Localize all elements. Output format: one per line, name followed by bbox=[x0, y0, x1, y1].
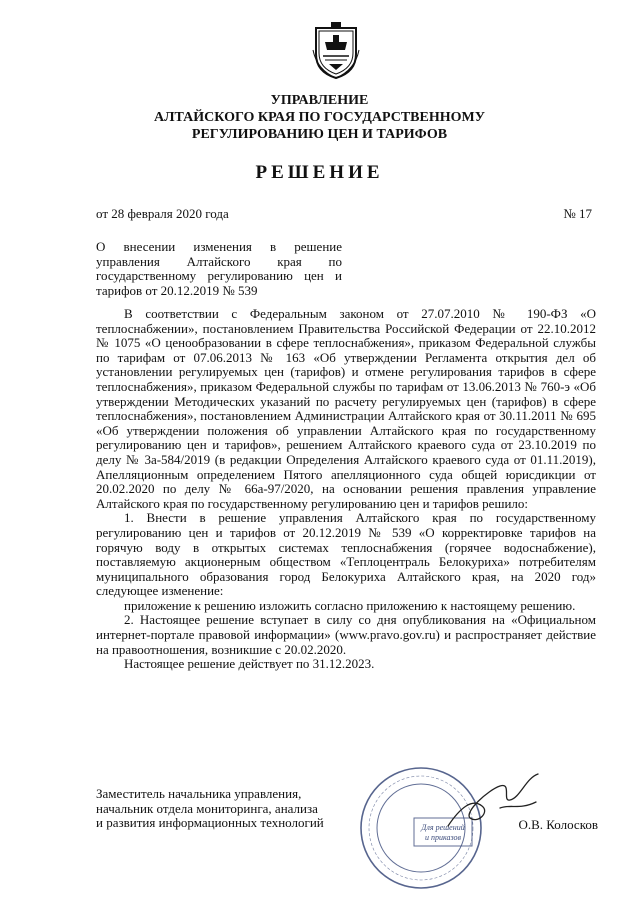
document-subject: О внесении изменения в решение управления Алтайского края по государственному регулированию цен и тарифов от 20.12.2019 № 539 bbox=[96, 239, 342, 298]
stamp-text-line-1: Для решений bbox=[421, 823, 465, 832]
agency-name-line-2: АЛТАЙСКОГО КРАЯ ПО ГОСУДАРСТВЕННОМУ bbox=[154, 110, 485, 125]
body-paragraph-item-1: 1. Внести в решение управления Алтайского края по государственному регулированию цен и тарифов от 20.12.2019 № 539 «О корректировке тарифов на горячую воду в открытых системах теплоснабжения (горячее водоснабжение), поставляемую акционерным обществом «Теплоцентраль Белокуриха» потребителям муниципального образования город Белокуриха Алтайского края, на 2020 год» следующее изменение: bbox=[96, 510, 596, 599]
signatory-position-line-3: и развития информационных технологий bbox=[96, 815, 324, 831]
agency-name-line-1: УПРАВЛЕНИЕ bbox=[270, 93, 369, 108]
signatory-position bbox=[96, 787, 324, 831]
body-paragraph-amendment: приложение к решению изложить согласно приложению к настоящему решению. bbox=[124, 597, 576, 613]
signatory-name: О.В. Колосков bbox=[518, 817, 598, 832]
stamp-text-line-2: и приказов bbox=[424, 833, 462, 842]
signatory-position-line-1: Заместитель начальника управления, bbox=[96, 786, 302, 801]
coat-of-arms-emblem bbox=[311, 20, 361, 80]
document-body bbox=[96, 307, 596, 672]
agency-name-line-3: РЕГУЛИРОВАНИЮ ЦЕН И ТАРИФОВ bbox=[191, 127, 448, 142]
body-paragraph-preamble: В соответствии с Федеральным законом от 27.07.2010 № 190-ФЗ «О теплоснабжении», постановлением Правительства Российской Федерации от 22.10.2012 № 1075 «О ценообразовании в сфере теплоснабжения», приказом Федеральной службы по тарифам от 07.06.2013 № 163 «Об утверждении Регламента открытия дел об установлении регулируемых цен (тарифов) и отмене регулирования тарифов в сфере теплоснабжения», приказом Федеральной службы по тарифам от 13.06.2013 № 760-э «Об утверждении Методических указаний по расчету регулируемых цен (тарифов) в сфере теплоснабжения», постановлением Администрации Алтайского края от 30.11.2011 № 695 «Об утверждении положения об управлении Алтайского края по государственному регулированию цен и тарифов», решением Алтайского краевого суда от 23.10.2019 по делу № 3а-584/2019 (в редакции Определения Алтайского краевого суда от 01.11.2019), Апелляционным определением Пятого апелляционного суда общей юрисдикции от 20.02.2020 по делу № 66а-97/2020, на основании решения правления управление Алтайского края по государственному регулированию цен и тарифов решило: bbox=[96, 306, 596, 511]
body-paragraph-validity: Настоящее решение действует по 31.12.2023. bbox=[124, 656, 375, 672]
document-number: № 17 bbox=[563, 206, 592, 221]
signatory-position-line-2: начальник отдела мониторинга, анализа bbox=[96, 800, 318, 816]
body-paragraph-item-2: 2. Настоящее решение вступает в силу со дня опубликования на «Официальном интернет-портале правовой информации» (www.pravo.gov.ru) и распространяет действие на правоотношения, возникшие с 20.02.2020. bbox=[96, 612, 596, 657]
document-title: РЕШЕНИЕ bbox=[255, 162, 384, 183]
document-date: от 28 февраля 2020 года bbox=[96, 206, 229, 221]
